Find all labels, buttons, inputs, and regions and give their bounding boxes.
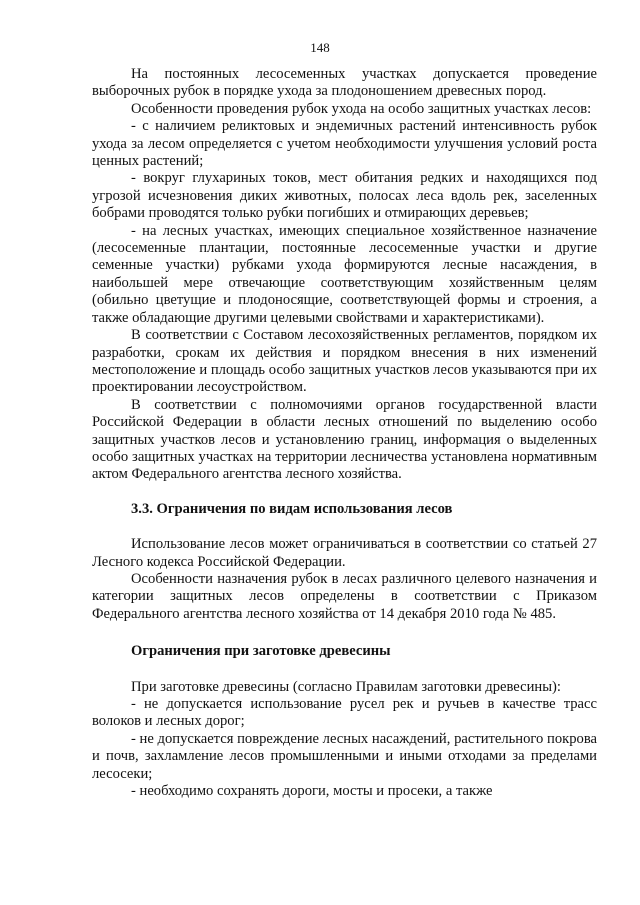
list-item: - с наличием реликтовых и эндемичных растений интенсивность рубок ухода за лесом определяется с учетом необходимости улучшения условий роста ценных растений; xyxy=(92,118,597,170)
section-heading: 3.3. Ограничения по видам использования лесов xyxy=(131,500,453,517)
list-item: - не допускается использование русел рек и ручьев в качестве трасс волоков и лесных дорог; xyxy=(92,696,597,730)
subsection-heading: Ограничения при заготовке древесины xyxy=(131,643,391,660)
paragraph: В соответствии с полномочиями органов государственной власти Российской Федерации в области лесных отношений по выделению особо защитных участков лесов и установлению границ, информация о выделенных особо защитных участках на территории лесничества установлена нормативным актом Федерального агентства лесного хозяйства. xyxy=(92,396,597,483)
list-item: - на лесных участках, имеющих специальное хозяйственное назначение (лесосеменные плантации, постоянные лесосеменные участки и другие семенные участки) рубками ухода формируются лесные насаждения, в наибольшей мере отвечающие соответствующим хозяйственным целям (обильно цветущие и плодоносящие, соответствующей формы и строения, а также обладающие другими целевыми свойствами и характеристиками). xyxy=(92,222,597,326)
paragraph: Использование лесов может ограничиваться в соответствии со статьей 27 Лесного кодекса Российской Федерации. xyxy=(92,536,597,570)
list-item: - вокруг глухариных токов, мест обитания редких и находящихся под угрозой исчезновения диких животных, полосах леса вдоль рек, заселенных бобрами проводятся только рубки погибших и отмирающих деревьев; xyxy=(92,170,597,222)
document-body xyxy=(92,66,597,800)
paragraph: На постоянных лесосеменных участках допускается проведение выборочных рубок в порядке ухода за плодоношением древесных пород. xyxy=(92,66,597,100)
paragraph: Особенности назначения рубок в лесах различного целевого назначения и категории защитных лесов определены в соответствии с Приказом Федерального агентства лесного хозяйства от 14 декабря 2010 года № 485. xyxy=(92,570,597,622)
page-number: 148 xyxy=(310,40,330,55)
list-item: - необходимо сохранять дороги, мосты и просеки, а также xyxy=(131,783,493,800)
paragraph: Особенности проведения рубок ухода на особо защитных участках лесов: xyxy=(131,100,592,117)
list-item: - не допускается повреждение лесных насаждений, растительного покрова и почв, захламление лесов промышленными и иными отходами за пределами лесосеки; xyxy=(92,730,597,782)
paragraph: В соответствии с Составом лесохозяйственных регламентов, порядком их разработки, срокам их действия и порядком внесения в них изменений местоположение и площадь особо защитных участков лесов указываются при их проектировании лесоустройством. xyxy=(92,327,597,396)
paragraph: При заготовке древесины (согласно Правилам заготовки древесины): xyxy=(131,678,561,695)
